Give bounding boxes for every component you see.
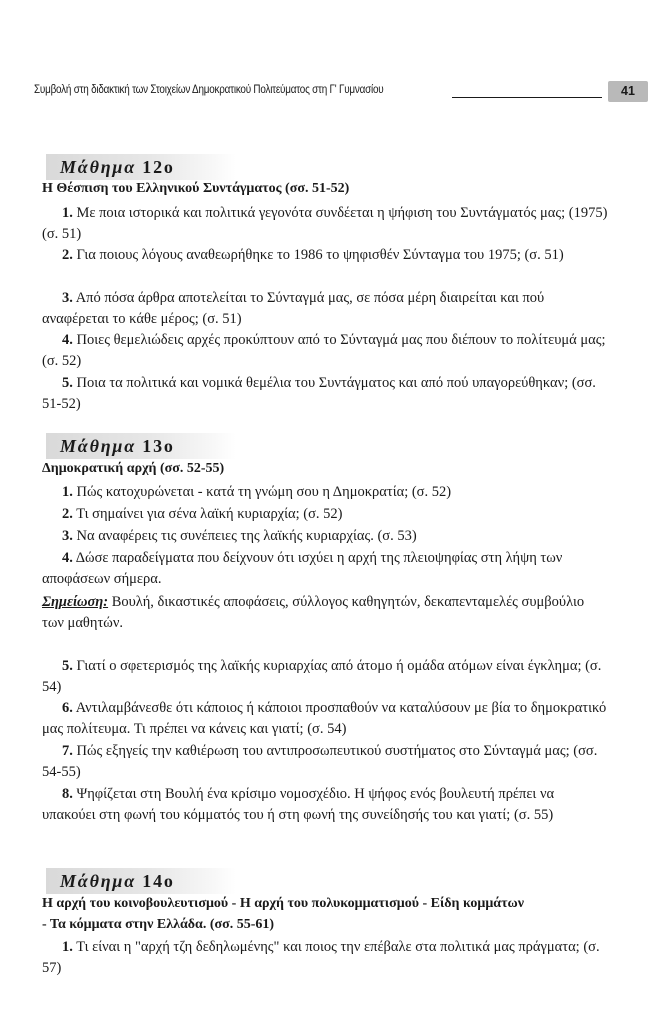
question-item: 1. Με ποια ιστορικά και πολιτικά γεγονότα συνδέεται η ψήφιση του Συντάγματός μας; (1975) (σ. 51) [42,205,608,242]
question-item: 5. Ποια τα πολιτικά και νομικά θεμέλια του Συντάγματος και από πού υπαγορεύθηκαν; (σσ. 51-52) [42,375,596,412]
lesson-13-banner [46,433,236,459]
header-rule [452,97,602,98]
question-item: 4. Ποιες θεμελιώδεις αρχές προκύπτουν από το Σύνταγμά μας που διέπουν το πολίτευμά μας; (σ. 52) [42,332,606,369]
question-item: 2. Τι σημαίνει για σένα λαϊκή κυριαρχία; (σ. 52) [62,506,343,522]
question-item: 3. Από πόσα άρθρα αποτελείται το Σύνταγμά μας, σε πόσα μέρη διαιρείται και πού αναφέρεται το κάθε μέρος; (σ. 51) [42,290,545,327]
question-item: 5. Γιατί ο σφετερισμός της λαϊκής κυριαρχίας από άτομο ή ομάδα ατόμων είναι έγκλημα; (σ. 54) [42,658,602,695]
note-block [42,592,609,634]
lesson-heading: Μάθημα 13ο [60,436,175,456]
question-item: 2. Για ποιους λόγους αναθεωρήθηκε το 1986 το ψηφισθέν Σύνταγμα του 1975; (σ. 51) [62,247,564,263]
lesson-14-banner [46,868,236,894]
lesson-14-title-line2: - Τα κόμματα στην Ελλάδα. (σσ. 55-61) [42,917,275,932]
lesson-13-title: Δημοκρατική αρχή (σσ. 52-55) [42,461,225,476]
lesson-heading: Μάθημα 14ο [60,871,175,891]
running-title: Συμβολή στη διδακτική των Στοιχείων Δημοκρατικού Πολιτεύματος στη Γ' Γυμνασίου [34,84,384,96]
lesson-12-title: Η Θέσπιση του Ελληνικού Συντάγματος (σσ. 51-52) [42,181,350,196]
lesson-12-banner [46,154,236,180]
lesson-14-title-line1: Η αρχή του κοινοβουλευτισμού - Η αρχή του πολυκομματισμού - Είδη κομμάτων [42,896,525,911]
question-item: 8. Ψηφίζεται στη Βουλή ένα κρίσιμο νομοσχέδιο. Η ψήφος ενός βουλευτή πρέπει να υπακούει στη φωνή του κόμματός του ή στη φωνή της συνείδησής του και γιατί; (σ. 55) [42,786,555,823]
question-item: 1. Πώς κατοχυρώνεται - κατά τη γνώμη σου η Δημοκρατία; (σ. 52) [62,484,452,500]
running-header [34,82,634,104]
page-number: 41 [608,81,648,102]
note-label: Σημείωση: [42,594,109,610]
lesson-heading: Μάθημα 12ο [60,157,175,177]
question-item: 4. Δώσε παραδείγματα που δείχνουν ότι ισχύει η αρχή της πλειοψηφίας στη λήψη των αποφάσεων σήμερα. [42,550,563,587]
question-item: 7. Πώς εξηγείς την καθιέρωση του αντιπροσωπευτικού συστήματος στο Σύνταγμά μας; (σσ. 54-55) [42,743,598,780]
question-item: 6. Αντιλαμβάνεσθε ότι κάποιος ή κάποιοι προσπαθούν να καταλύσουν με βία το δημοκρατικό μας πολίτευμα. Τι πρέπει να κάνεις και γιατί; (σ. 54) [42,700,607,737]
note-text: Βουλή, δικαστικές αποφάσεις, σύλλογος καθηγητών, δεκαπενταμελές συμβούλιο των μαθητών. [42,594,585,631]
question-item: 3. Να αναφέρεις τις συνέπειες της λαϊκής κυριαρχίας. (σ. 53) [62,528,417,544]
question-item: 1. Τι είναι η "αρχή τζη δεδηλωμένης" και ποιος την επέβαλε στα πολιτικά μας πράγματα; (σ. 57) [42,939,600,976]
